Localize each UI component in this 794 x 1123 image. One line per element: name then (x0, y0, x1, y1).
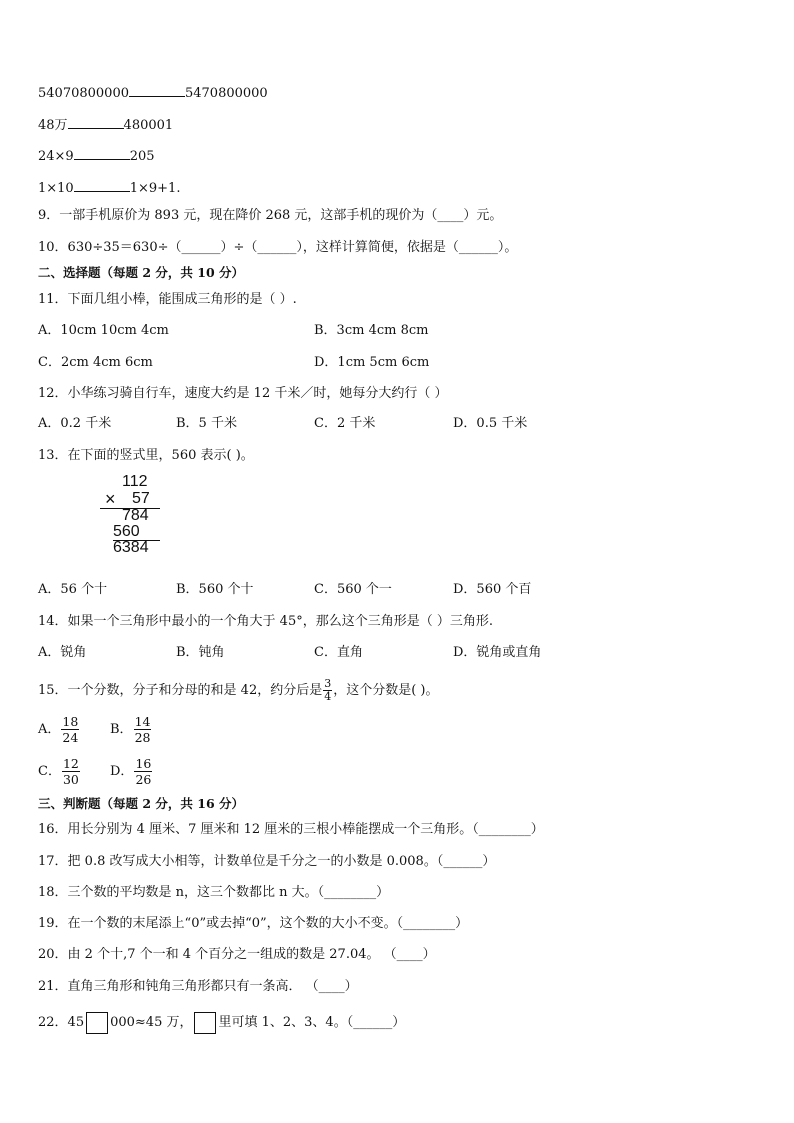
question-11-stem: 11．下面几组小棒，能围成三角形的是（ ）. (38, 292, 297, 307)
q14-option-d[interactable]: D．锐角或直角 (453, 645, 542, 660)
q11-option-a[interactable]: A．10cm 10cm 4cm (38, 323, 169, 338)
q15-stem-fraction (323, 678, 332, 703)
question-15-stem (38, 678, 439, 704)
question-14-stem: 14．如果一个三角形中最小的一个角大于 45°，那么这个三角形是（ ）三角形. (38, 614, 493, 629)
denominator: 24 (62, 730, 79, 745)
q11-option-b[interactable]: B．3cm 4cm 8cm (314, 323, 429, 338)
compare-row-2 (38, 114, 173, 135)
option-fraction (134, 714, 152, 745)
q13-option-b[interactable]: B．560 个十 (176, 582, 254, 597)
question-9: 9．一部手机原价为 893 元，现在降价 268 元，这部手机的现价为（____）元。 (38, 208, 503, 223)
question-21: 21．直角三角形和钝角三角形都只有一条高． （____） (38, 979, 358, 994)
question-20: 20．由 2 个十,7 个一和 4 个百分之一组成的数是 27.04。 （____） (38, 947, 436, 962)
multiply-sign: × (105, 489, 116, 509)
question-19: 19．在一个数的末尾添上“0”或去掉“0”，这个数的大小不变。（________） (38, 916, 469, 931)
compare-row-1 (38, 82, 268, 103)
compare-right: 5470800000 (184, 86, 268, 101)
answer-blank[interactable] (74, 145, 130, 160)
option-fraction (62, 756, 80, 787)
denominator: 30 (62, 772, 79, 787)
denominator: 28 (134, 730, 151, 745)
q15-stem-text: 15．一个分数，分子和分母的和是 42，约分后是 (38, 683, 323, 698)
q12-option-b[interactable]: B．5 千米 (176, 416, 237, 431)
q12-option-c[interactable]: C．2 千米 (314, 416, 376, 431)
question-10: 10．630÷35＝630÷（______）÷（______），这样计算简便，依据是（______）。 (38, 240, 518, 255)
q13-option-c[interactable]: C．560 个一 (314, 582, 392, 597)
q13-option-a[interactable]: A．56 个十 (38, 582, 108, 597)
denominator: 4 (324, 690, 332, 703)
numerator: 14 (134, 714, 151, 729)
question-17: 17．把 0.8 改写成大小相等，计数单位是千分之一的小数是 0.008。（______） (38, 854, 496, 869)
question-13-stem: 13．在下面的竖式里，560 表示( )。 (38, 448, 254, 463)
option-label: A． (38, 722, 61, 737)
answer-blank[interactable] (74, 177, 130, 192)
q14-option-a[interactable]: A．锐角 (38, 645, 87, 660)
denominator: 26 (135, 772, 152, 787)
numerator: 3 (324, 677, 332, 690)
partial-product-2: 560 (113, 523, 140, 540)
option-fraction (134, 756, 152, 787)
multiplier: 57 (132, 490, 150, 507)
compare-row-4 (38, 177, 180, 198)
q15-stem-text-end: ，这个分数是( )。 (333, 683, 439, 698)
numerator: 16 (135, 756, 152, 771)
q11-option-c[interactable]: C．2cm 4cm 6cm (38, 355, 153, 370)
option-label: B． (110, 722, 133, 737)
q13-option-d[interactable]: D．560 个百 (453, 582, 532, 597)
question-22 (38, 1011, 405, 1035)
q14-option-c[interactable]: C．直角 (314, 645, 363, 660)
question-12-stem: 12．小华练习骑自行车，速度大约是 12 千米／时，她每分大约行（ ） (38, 386, 448, 401)
q22-text-start: 22．45 (38, 1015, 85, 1030)
section-3-heading: 三、判断题（每题 2 分，共 16 分） (38, 796, 245, 811)
compare-left: 54070800000 (38, 86, 129, 101)
answer-blank[interactable] (129, 82, 185, 97)
q14-option-b[interactable]: B．钝角 (176, 645, 225, 660)
option-label: C． (38, 764, 61, 779)
compare-right: 1×9+1. (129, 181, 181, 196)
answer-blank[interactable] (68, 114, 124, 129)
compare-left: 24×9 (38, 149, 74, 164)
q12-option-a[interactable]: A．0.2 千米 (38, 416, 112, 431)
question-18: 18．三个数的平均数是 n，这三个数都比 n 大。（________） (38, 885, 390, 900)
numerator: 12 (62, 756, 79, 771)
q15-option-d[interactable] (110, 756, 153, 788)
answer-box[interactable] (86, 1012, 108, 1034)
q22-text-mid: 000≈45 万， (110, 1015, 193, 1030)
q15-option-c[interactable] (38, 756, 81, 788)
answer-box[interactable] (194, 1012, 216, 1034)
question-16: 16．用长分别为 4 厘米、7 厘米和 12 厘米的三根小棒能摆成一个三角形。（________） (38, 822, 544, 837)
compare-left: 48万 (38, 118, 68, 133)
section-2-heading: 二、选择题（每题 2 分，共 10 分） (38, 265, 245, 280)
q15-option-b[interactable] (110, 714, 152, 746)
compare-right: 205 (129, 149, 155, 164)
vertical-multiplication (100, 474, 164, 558)
q22-text-end: 里可填 1、2、3、4。（______） (218, 1015, 406, 1030)
option-label: D． (110, 764, 134, 779)
option-fraction (61, 714, 79, 745)
q11-option-d[interactable]: D．1cm 5cm 6cm (314, 355, 430, 370)
q15-option-a[interactable] (38, 714, 80, 746)
multiplicand: 112 (122, 473, 148, 490)
numerator: 18 (62, 714, 79, 729)
compare-right: 480001 (123, 118, 174, 133)
final-product: 6384 (113, 539, 149, 556)
q12-option-d[interactable]: D．0.5 千米 (453, 416, 528, 431)
partial-product-1: 784 (122, 507, 149, 524)
compare-left: 1×10 (38, 181, 74, 196)
compare-row-3 (38, 145, 155, 166)
